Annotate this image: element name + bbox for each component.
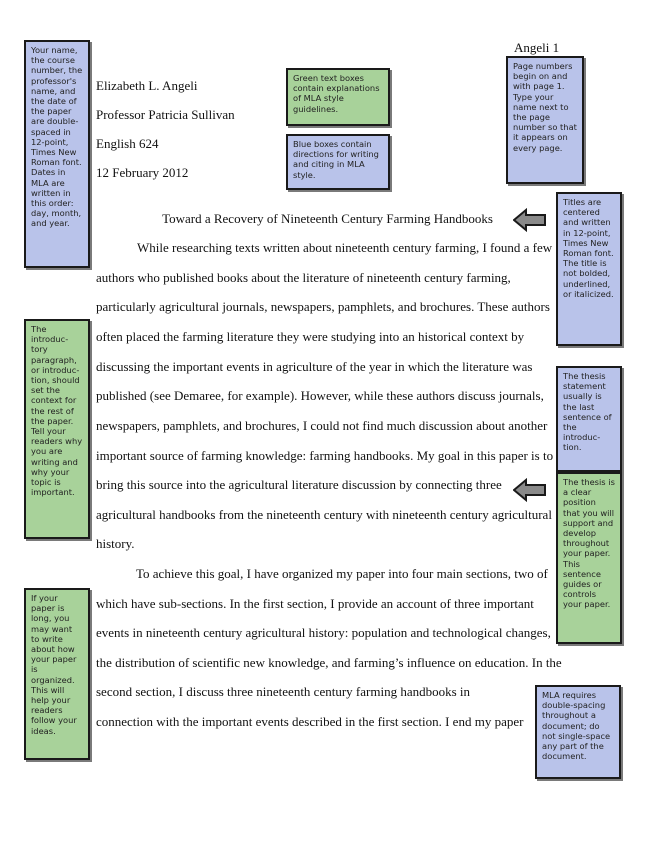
- body-line: which have sub-sections. In the first section, I provide an account of three important: [96, 596, 534, 611]
- body-line: the distribution of scientific new knowledge, and farming’s influence on education. In the: [96, 655, 562, 670]
- student-name: Elizabeth L. Angeli: [96, 78, 198, 93]
- body-line: second section, I discuss three nineteenth century farming handbooks in: [96, 684, 471, 699]
- body-line: bring this source into the agricultural literature discussion by connecting three: [96, 477, 502, 492]
- introduction-note: The introduc-tory paragraph, or introduc-tion, should set the context for the rest of the paper. Tell your readers why you are writing and why your topic is important.: [24, 319, 90, 539]
- body-line: discussing the important events in agriculture of the year in which the literature was: [96, 359, 533, 374]
- body-line: To achieve this goal, I have organized my paper into four main sections, two of: [136, 566, 548, 581]
- paper-title: Toward a Recovery of Nineteenth Century Farming Handbooks: [162, 211, 493, 226]
- double-spacing-note: MLA requires double-spacing throughout a document; do not single-space any part of the document.: [535, 685, 621, 779]
- body-line: agricultural handbooks from the nineteenth century with nineteenth century agricultural: [96, 507, 552, 522]
- blue-legend-note: Blue boxes contain directions for writing and citing in MLA style.: [286, 134, 390, 190]
- name-info-note: Your name, the course number, the professor's name, and the date of the paper are double-spaced in 12-point, Times New Roman font. Dates in MLA are written in this order: day, month, and year.: [24, 40, 90, 268]
- running-head: Angeli 1: [514, 40, 560, 55]
- page-number-note: Page numbers begin on and with page 1. Type your name next to the page number so that it appears on every page.: [506, 56, 584, 184]
- long-paper-note: If your paper is long, you may want to write about how your paper is organized. This will help your readers follow your ideas.: [24, 588, 90, 760]
- body-line: often placed the farming literature they were studying into an historical context by: [96, 329, 525, 344]
- paper-date: 12 February 2012: [96, 165, 189, 180]
- green-legend-note: Green text boxes contain explanations of MLA style guidelines.: [286, 68, 390, 126]
- title-format-note: Titles are centered and written in 12-point, Times New Roman font. The title is not bolded, underlined, or italicized.: [556, 192, 622, 346]
- thesis-location-note: The thesis statement usually is the last sentence of the introduc-tion.: [556, 366, 622, 472]
- thesis-position-note: The thesis is a clear position that you will support and develop throughout your paper. This sentence guides or controls your paper.: [556, 472, 622, 644]
- course-number: English 624: [96, 136, 159, 151]
- body-line: published (see Demaree, for example). However, while these authors discuss journals,: [96, 388, 544, 403]
- body-line: particularly agricultural journals, newspapers, pamphlets, and brochures. These authors: [96, 299, 550, 314]
- body-line: important source of farming knowledge: farming handbooks. My goal in this paper is to: [96, 448, 554, 463]
- body-line: While researching texts written about nineteenth century farming, I found a few: [137, 240, 553, 255]
- body-line: newspapers, pamphlets, and brochures, I could not find much discussion about another: [96, 418, 548, 433]
- professor-name: Professor Patricia Sullivan: [96, 107, 235, 122]
- title-arrow-icon: [513, 208, 547, 232]
- body-line: history.: [96, 536, 135, 551]
- body-line: connection with the important events described in the first section. I end my paper: [96, 714, 524, 729]
- body-line: events in nineteenth century agricultural history: population and technological changes,: [96, 625, 551, 640]
- thesis-arrow-icon: [513, 478, 547, 502]
- body-line: authors who published books about the literature of nineteenth century farming,: [96, 270, 511, 285]
